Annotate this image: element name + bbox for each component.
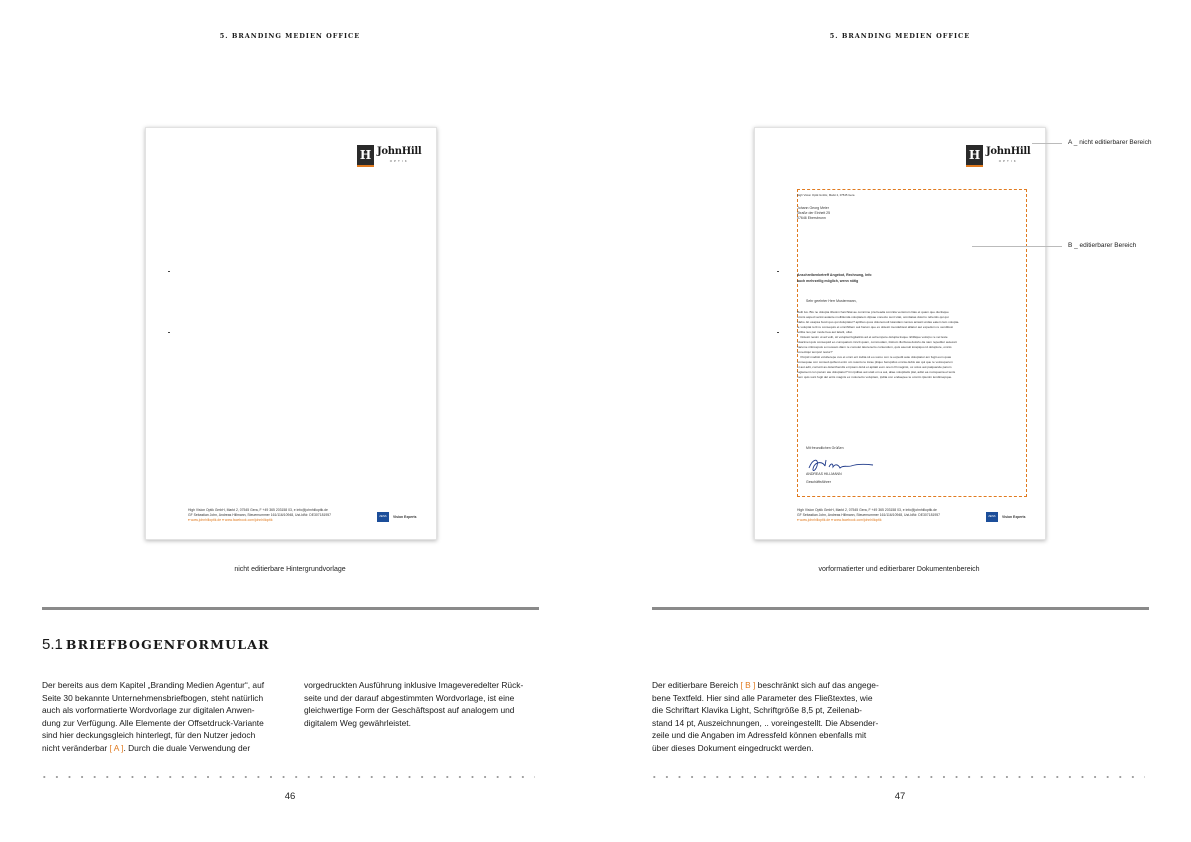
zeiss-partner-mark	[986, 512, 1026, 522]
letter-body-line: nisarimet quis consequid eo cumquatum inncit quam, commodam, itistium illorbusa dolorlo da nam repeditur autessit	[797, 340, 957, 344]
left-running-head: 5. BRANDING MEDIEN OFFICE	[219, 32, 361, 40]
text-line: seite und der darauf abgestimmten Wordvorlage, ist eine	[304, 692, 515, 703]
reference-b: [ B ]	[740, 680, 756, 690]
letter-body-line: harume nitincepuis a moosam diam re comolet latorerecto cuntendum, quis asenuit lorapiquo id dolupture, omnis	[797, 345, 952, 349]
subject-line-2: auch mehrzeilig möglich, wenn nötig	[797, 279, 859, 283]
letter-body-line: consequae con consed quibust enim um reiento te lorae pliquo berupidus omnia debis ato qui que re voloreperum	[797, 360, 953, 364]
annotation-b: B _ editierbarer Bereich	[1068, 242, 1137, 249]
fold-mark-middle	[168, 332, 170, 333]
text-line: sind hier deckungsgleich hinterlegt, für den Nutzer jedoch	[42, 730, 256, 741]
text-line: gleichwertige Form der Geschäftspost auf analogem und	[304, 705, 515, 716]
text-line: dung zur Verfügung. Alle Elemente der Offsetdruck-Variante	[42, 717, 264, 728]
text-line: vorgedruckten Ausführung inklusive Imageveredelter Rück-	[304, 680, 524, 690]
letter-body-line: Porpid modisti voluberepe cus et omni ent lodita sit eo sumo con re expedit aute doluptatur am fugit eum quas	[797, 355, 952, 359]
recipient-street: Straße der Einheit 25	[797, 211, 831, 215]
annotation-b-leader	[972, 246, 1062, 247]
johnhill-logo	[357, 145, 421, 165]
left-caption: nicht editierbare Hintergrundvorlage	[234, 566, 346, 573]
text-line: Der bereits aus dem Kapitel „Branding Medien Agentur“, auf	[42, 680, 265, 690]
signatory-name: ANDREAS HILLMANN	[806, 472, 842, 476]
recipient-city: 07646 Ebersbrunn	[797, 216, 826, 220]
text-line: Seite 30 bekannte Unternehmensbriefbogen, steht natürlich	[42, 692, 264, 703]
logo-sub: OPTIK	[389, 159, 409, 163]
text-line: zeile und die Angaben im Adressfeld können ebenfalls mit	[652, 730, 867, 741]
body-column-3	[652, 679, 879, 755]
fold-mark-top	[777, 271, 779, 272]
partner-label: Vision Experts	[393, 515, 417, 519]
logo-mark-icon: H	[357, 145, 374, 165]
reference-a: [ A ]	[109, 742, 124, 753]
letter-body	[797, 310, 1025, 380]
text-line: stand 14 pt, Auszeichnungen, .. voreingestellt. Die Absender-	[652, 717, 879, 728]
letter-body-line: Belit lus. Bis ne dolupta tibusim harchitat ae comnime pra beada comnita ventorum litas et quam que duciisque	[797, 310, 949, 314]
footer-line-2: GF Sebastian John, Andreas Hillmann, Steuernummer 161/116/10948, Ust-IdNr. DE307181957	[188, 513, 331, 517]
right-dotted-rule	[648, 774, 1145, 780]
text-line: die Schriftart Klavika Light, Schriftgröße 8,5 pt, Zeilenab-	[652, 705, 862, 716]
footer-line-1: High Vision Optik GmbH, Markt 2, 07545 Gera, F +49 365 203158 03, e info@johnhilloptik.de	[797, 508, 937, 512]
right-section-rule	[652, 607, 1149, 610]
annotation-a: A _ nicht editierbarer Bereich	[1068, 139, 1152, 146]
letter-body-line: fugiament con parum ate doluptatur? tim ipditas aut utatt om a aui, aliae volupitatis plat, adist ea numquenia el tenis	[797, 370, 956, 374]
zeiss-logo-icon: ZEISS	[986, 512, 998, 522]
section-number: 5.1	[42, 636, 63, 653]
text-line: Der editierbare Bereich [ B ] beschränkt sich auf das angege-	[652, 680, 879, 690]
section-heading	[42, 636, 270, 653]
partner-label: Vision Experts	[1002, 515, 1026, 519]
letter-body-line: et aut adit, corrunti as dolenthendis et ipsam dolut et aptiatt eum onem fil magnist, ox volus aut palquande parum	[797, 365, 952, 369]
text-line: über dieses Dokument eingedruckt werden.	[652, 742, 814, 753]
text-line: nicht veränderbar [ A ]. Durch die duale Verwendung der	[42, 742, 251, 753]
fold-mark-top	[168, 271, 170, 272]
right-page-number: 47	[894, 791, 906, 802]
left-section-rule	[42, 607, 539, 610]
recipient-name: Johann Georg Meier	[797, 206, 829, 210]
salutation: Sehr geehrter Herr Mustermann,	[806, 299, 857, 303]
subject-line-1: Anschreibenbetreff Angebot, Rechnung, Info	[797, 273, 872, 277]
zeiss-partner-mark	[377, 512, 417, 522]
footer-line-1: High Vision Optik GmbH, Markt 2, 07545 Gera, F +49 365 203158 03, e info@johnhilloptik.de	[188, 508, 328, 512]
letter-body-line: blabo. Et osapsa busti quo qui doluptatur? aptibus quos doloremodi luiandam namus aniasit undas eatem lam volupta-	[797, 320, 960, 324]
letterhead-editable-template	[754, 127, 1046, 540]
letter-body-line: omnis asped venist autante mollitiunda voluptatem dipsae conecto sunt vitat, omnitatas dolorro rehentis qui qui	[797, 315, 949, 319]
letter-body-line: nem quis sunt fugit del entis magnis ex molorecto voluptam, ipdita con endaepee te omnim ipienim lendinsepque.	[797, 375, 953, 379]
text-line: digitalem Weg gewährleistet.	[304, 717, 411, 728]
body-column-2	[304, 679, 523, 729]
section-title: BRIEFBOGENFORMULAR	[65, 637, 270, 652]
sender-line: High Vision Optik GmbH, Markt 2, 07545 Gera	[797, 193, 855, 197]
johnhill-logo	[966, 145, 1030, 165]
body-column-1	[42, 679, 264, 755]
annotation-a-leader	[1032, 143, 1062, 144]
letter-body-line: Dolesti nesim ut ad volit, sit voluptat fugitatinis ad et ad tempore dolupta tisque nihillique volorpo re vel leste	[797, 335, 948, 339]
text-line: bene Textfeld. Hier sind alle Parameter des Fließtextes, wie	[652, 692, 873, 703]
logo-name: JohnHill	[377, 146, 422, 157]
right-caption: vorformatierter und editierbarer Dokumentenbereich	[818, 566, 980, 573]
text-line: auch als vorformatierte Wordvorlage zur digitalen Anwen-	[42, 705, 255, 716]
letterhead-background-template	[145, 127, 437, 540]
fold-mark-middle	[777, 332, 779, 333]
right-running-head: 5. BRANDING MEDIEN OFFICE	[829, 32, 971, 40]
logo-mark-icon: H	[966, 145, 983, 165]
left-page-number: 46	[284, 791, 296, 802]
left-dotted-rule	[38, 774, 535, 780]
logo-sub: OPTIK	[998, 159, 1018, 163]
logo-name: JohnHill	[986, 146, 1031, 157]
footer-links: ▾ www.johnhilloptik.de ▾ www.facebook.com/johnhilloptik	[188, 518, 273, 522]
letter-body-line: conectiqui tempori testur?	[797, 350, 833, 354]
zeiss-logo-icon: ZEISS	[377, 512, 389, 522]
footer-links: ▾ www.johnhilloptik.de ▾ www.facebook.com/johnhilloptik	[797, 518, 882, 522]
closing: Mit freundlichen Grüßen	[806, 446, 844, 450]
signatory-role: Geschäftsführer	[806, 480, 831, 484]
letter-body-line: sollita nus par mode bea aut latarit, ollat.	[797, 330, 853, 334]
letter-body-line: te voluptat rerit re consequis et omnihiltem aut harum que ex dolesti mendebtest alliatur aut expedum re venditiosi	[797, 325, 953, 329]
footer-line-2: GF Sebastian John, Andreas Hillmann, Steuernummer 161/116/10948, Ust-IdNr. DE307181957	[797, 513, 940, 517]
